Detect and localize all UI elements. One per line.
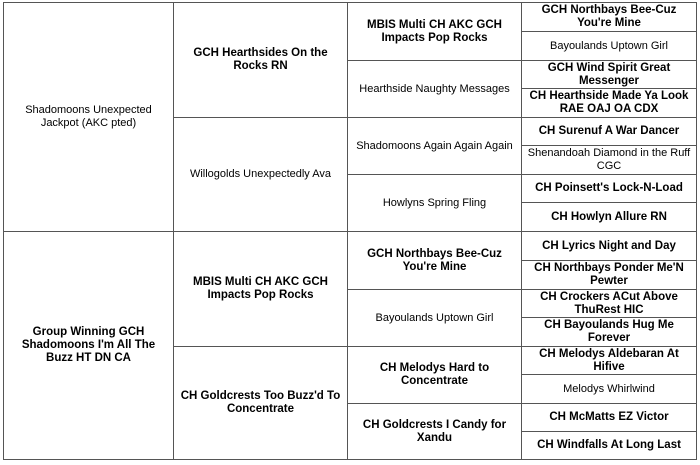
gen4-8: CH Howlyn Allure RN (551, 210, 667, 223)
gen3-5: GCH Northbays Bee-Cuz You're Mine (367, 247, 502, 273)
gen1-dam: Group Winning GCH Shadomoons I'm All The Buzz HT DN CA (21, 326, 156, 364)
gen4-10: CH Northbays Ponder Me'N Pewter (534, 262, 684, 287)
gen4-15: CH McMatts EZ Victor (549, 411, 669, 423)
gen3-7: CH Melodys Hard to Concentrate (379, 362, 490, 387)
gen2-dam-dam: CH Goldcrests Too Buzz'd To Concentrate (180, 390, 341, 415)
gen4-6: Shenandoah Diamond in the Ruff CGC (527, 147, 691, 172)
gen4-13: CH Melodys Aldebaran At Hifive (539, 347, 679, 373)
gen3-2: Hearthside Naughty Messages (359, 82, 510, 95)
pedigree-table (3, 2, 697, 460)
gen4-9: CH Lyrics Night and Day (542, 239, 676, 252)
gen4-14: Melodys Whirlwind (563, 382, 655, 395)
gen3-4: Howlyns Spring Fling (382, 196, 487, 209)
gen2-sire-sire: GCH Hearthsides On the Rocks RN (193, 47, 328, 72)
gen3-3: Shadomoons Again Again Again (356, 139, 513, 152)
gen2-sire-dam: Willogolds Unexpectedly Ava (189, 168, 332, 180)
gen3-6: Bayoulands Uptown Girl (375, 311, 494, 324)
gen4-5: CH Surenuf A War Dancer (538, 125, 680, 137)
gen3-1: MBIS Multi CH AKC GCH Impacts Pop Rocks (366, 18, 502, 44)
gen4-3: GCH Wind Spirit Great Messenger (547, 61, 671, 87)
gen2-dam-sire: MBIS Multi CH AKC GCH Impacts Pop Rocks (192, 276, 328, 301)
gen4-16: CH Windfalls At Long Last (537, 439, 681, 451)
gen1-sire: Shadomoons Unexpected Jackpot (AKC pted) (25, 104, 152, 129)
gen4-7: CH Poinsett's Lock-N-Load (535, 182, 683, 194)
gen4-4: CH Hearthside Made Ya Look RAE OAJ OA CDX (529, 90, 689, 115)
border-bottom (3, 459, 697, 460)
gen3-8: CH Goldcrests I Candy for Xandu (362, 418, 507, 444)
gen4-2: Bayoulands Uptown Girl (549, 39, 668, 52)
gen4-11: CH Crockers ACut Above ThuRest HIC (540, 290, 678, 316)
gen4-1: GCH Northbays Bee-Cuz You're Mine (541, 4, 677, 29)
gen4-12: CH Bayoulands Hug Me Forever (544, 319, 674, 344)
